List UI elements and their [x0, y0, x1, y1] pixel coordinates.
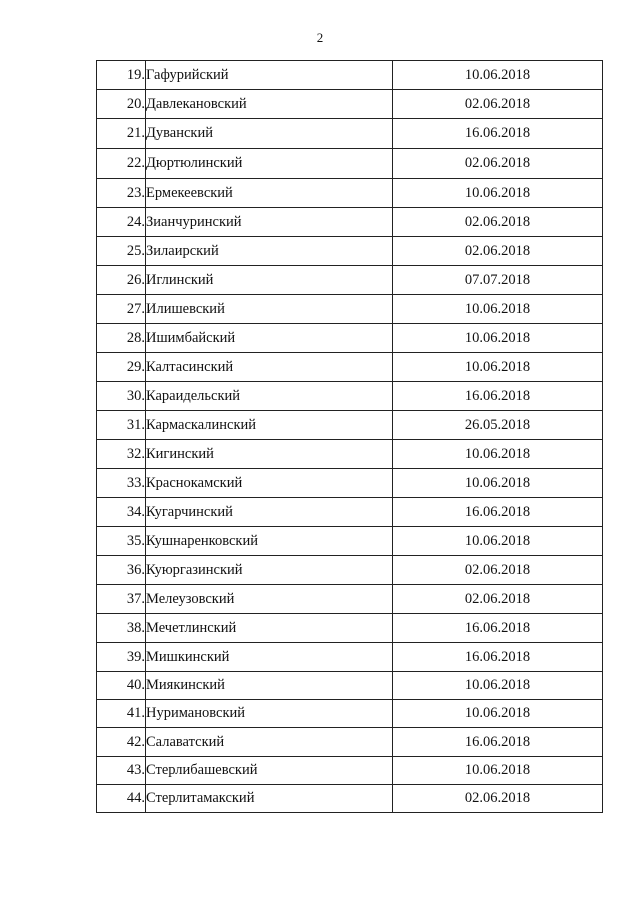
district-name: Караидельский — [146, 382, 393, 411]
table-row — [97, 527, 603, 556]
date-cell: 26.05.2018 — [393, 411, 603, 440]
date-cell: 10.06.2018 — [393, 440, 603, 469]
district-name: Зилаирский — [146, 237, 393, 266]
table-row — [97, 643, 603, 672]
date-cell: 10.06.2018 — [393, 469, 603, 498]
district-name: Дюртюлинский — [146, 149, 393, 179]
table-row — [97, 382, 603, 411]
district-name: Мелеузовский — [146, 585, 393, 614]
date-cell: 10.06.2018 — [393, 700, 603, 728]
row-number: 34. — [97, 498, 146, 527]
date-cell: 02.06.2018 — [393, 785, 603, 813]
district-name: Куюргазинский — [146, 556, 393, 585]
date-cell: 02.06.2018 — [393, 556, 603, 585]
row-number: 27. — [97, 295, 146, 324]
date-cell: 10.06.2018 — [393, 295, 603, 324]
district-name: Стерлитамакский — [146, 785, 393, 813]
row-number: 36. — [97, 556, 146, 585]
table-row — [97, 295, 603, 324]
row-number: 28. — [97, 324, 146, 353]
row-number: 40. — [97, 672, 146, 700]
date-cell: 10.06.2018 — [393, 324, 603, 353]
table-row — [97, 237, 603, 266]
row-number: 44. — [97, 785, 146, 813]
district-name: Ермекеевский — [146, 179, 393, 208]
row-number: 41. — [97, 700, 146, 728]
date-cell: 02.06.2018 — [393, 208, 603, 237]
row-number: 43. — [97, 757, 146, 785]
district-name: Краснокамский — [146, 469, 393, 498]
table-row — [97, 556, 603, 585]
table-row — [97, 179, 603, 208]
table-row — [97, 440, 603, 469]
date-cell: 02.06.2018 — [393, 149, 603, 179]
table-row — [97, 672, 603, 700]
district-name: Гафурийский — [146, 61, 393, 90]
date-cell: 16.06.2018 — [393, 119, 603, 149]
date-cell: 16.06.2018 — [393, 643, 603, 672]
row-number: 21. — [97, 119, 146, 149]
date-cell: 16.06.2018 — [393, 614, 603, 643]
table-row — [97, 61, 603, 90]
date-cell: 02.06.2018 — [393, 90, 603, 119]
district-schedule-table — [96, 60, 603, 813]
row-number: 38. — [97, 614, 146, 643]
district-name: Мечетлинский — [146, 614, 393, 643]
district-name: Давлекановский — [146, 90, 393, 119]
row-number: 32. — [97, 440, 146, 469]
district-name: Илишевский — [146, 295, 393, 324]
district-name: Дуванский — [146, 119, 393, 149]
date-cell: 10.06.2018 — [393, 672, 603, 700]
date-cell: 16.06.2018 — [393, 498, 603, 527]
table-row — [97, 324, 603, 353]
table-row — [97, 498, 603, 527]
table-row — [97, 614, 603, 643]
district-name: Мишкинский — [146, 643, 393, 672]
district-name: Кигинский — [146, 440, 393, 469]
table-body — [97, 61, 603, 813]
date-cell: 02.06.2018 — [393, 585, 603, 614]
table-row — [97, 757, 603, 785]
row-number: 25. — [97, 237, 146, 266]
row-number: 35. — [97, 527, 146, 556]
date-cell: 02.06.2018 — [393, 237, 603, 266]
row-number: 24. — [97, 208, 146, 237]
table-row — [97, 585, 603, 614]
table-row — [97, 208, 603, 237]
row-number: 29. — [97, 353, 146, 382]
row-number: 22. — [97, 149, 146, 179]
date-cell: 16.06.2018 — [393, 382, 603, 411]
district-name: Иглинский — [146, 266, 393, 295]
row-number: 30. — [97, 382, 146, 411]
date-cell: 16.06.2018 — [393, 728, 603, 757]
date-cell: 10.06.2018 — [393, 179, 603, 208]
row-number: 19. — [97, 61, 146, 90]
date-cell: 10.06.2018 — [393, 757, 603, 785]
table-row — [97, 90, 603, 119]
row-number: 39. — [97, 643, 146, 672]
table-row — [97, 728, 603, 757]
date-cell: 10.06.2018 — [393, 61, 603, 90]
district-name: Зианчуринский — [146, 208, 393, 237]
row-number: 31. — [97, 411, 146, 440]
date-cell: 10.06.2018 — [393, 527, 603, 556]
date-cell: 07.07.2018 — [393, 266, 603, 295]
table-row — [97, 266, 603, 295]
row-number: 33. — [97, 469, 146, 498]
district-name: Калтасинский — [146, 353, 393, 382]
date-cell: 10.06.2018 — [393, 353, 603, 382]
row-number: 37. — [97, 585, 146, 614]
table-row — [97, 469, 603, 498]
table-row — [97, 119, 603, 149]
row-number: 20. — [97, 90, 146, 119]
district-name: Кармаскалинский — [146, 411, 393, 440]
table-row — [97, 149, 603, 179]
table-row — [97, 411, 603, 440]
district-name: Ишимбайский — [146, 324, 393, 353]
page-number: 2 — [316, 30, 324, 45]
district-name: Стерлибашевский — [146, 757, 393, 785]
district-name: Кушнаренковский — [146, 527, 393, 556]
row-number: 42. — [97, 728, 146, 757]
row-number: 26. — [97, 266, 146, 295]
district-name: Кугарчинский — [146, 498, 393, 527]
district-name: Салаватский — [146, 728, 393, 757]
district-name: Миякинский — [146, 672, 393, 700]
district-name: Нуримановский — [146, 700, 393, 728]
row-number: 23. — [97, 179, 146, 208]
table-row — [97, 700, 603, 728]
table-row — [97, 353, 603, 382]
table-row — [97, 785, 603, 813]
